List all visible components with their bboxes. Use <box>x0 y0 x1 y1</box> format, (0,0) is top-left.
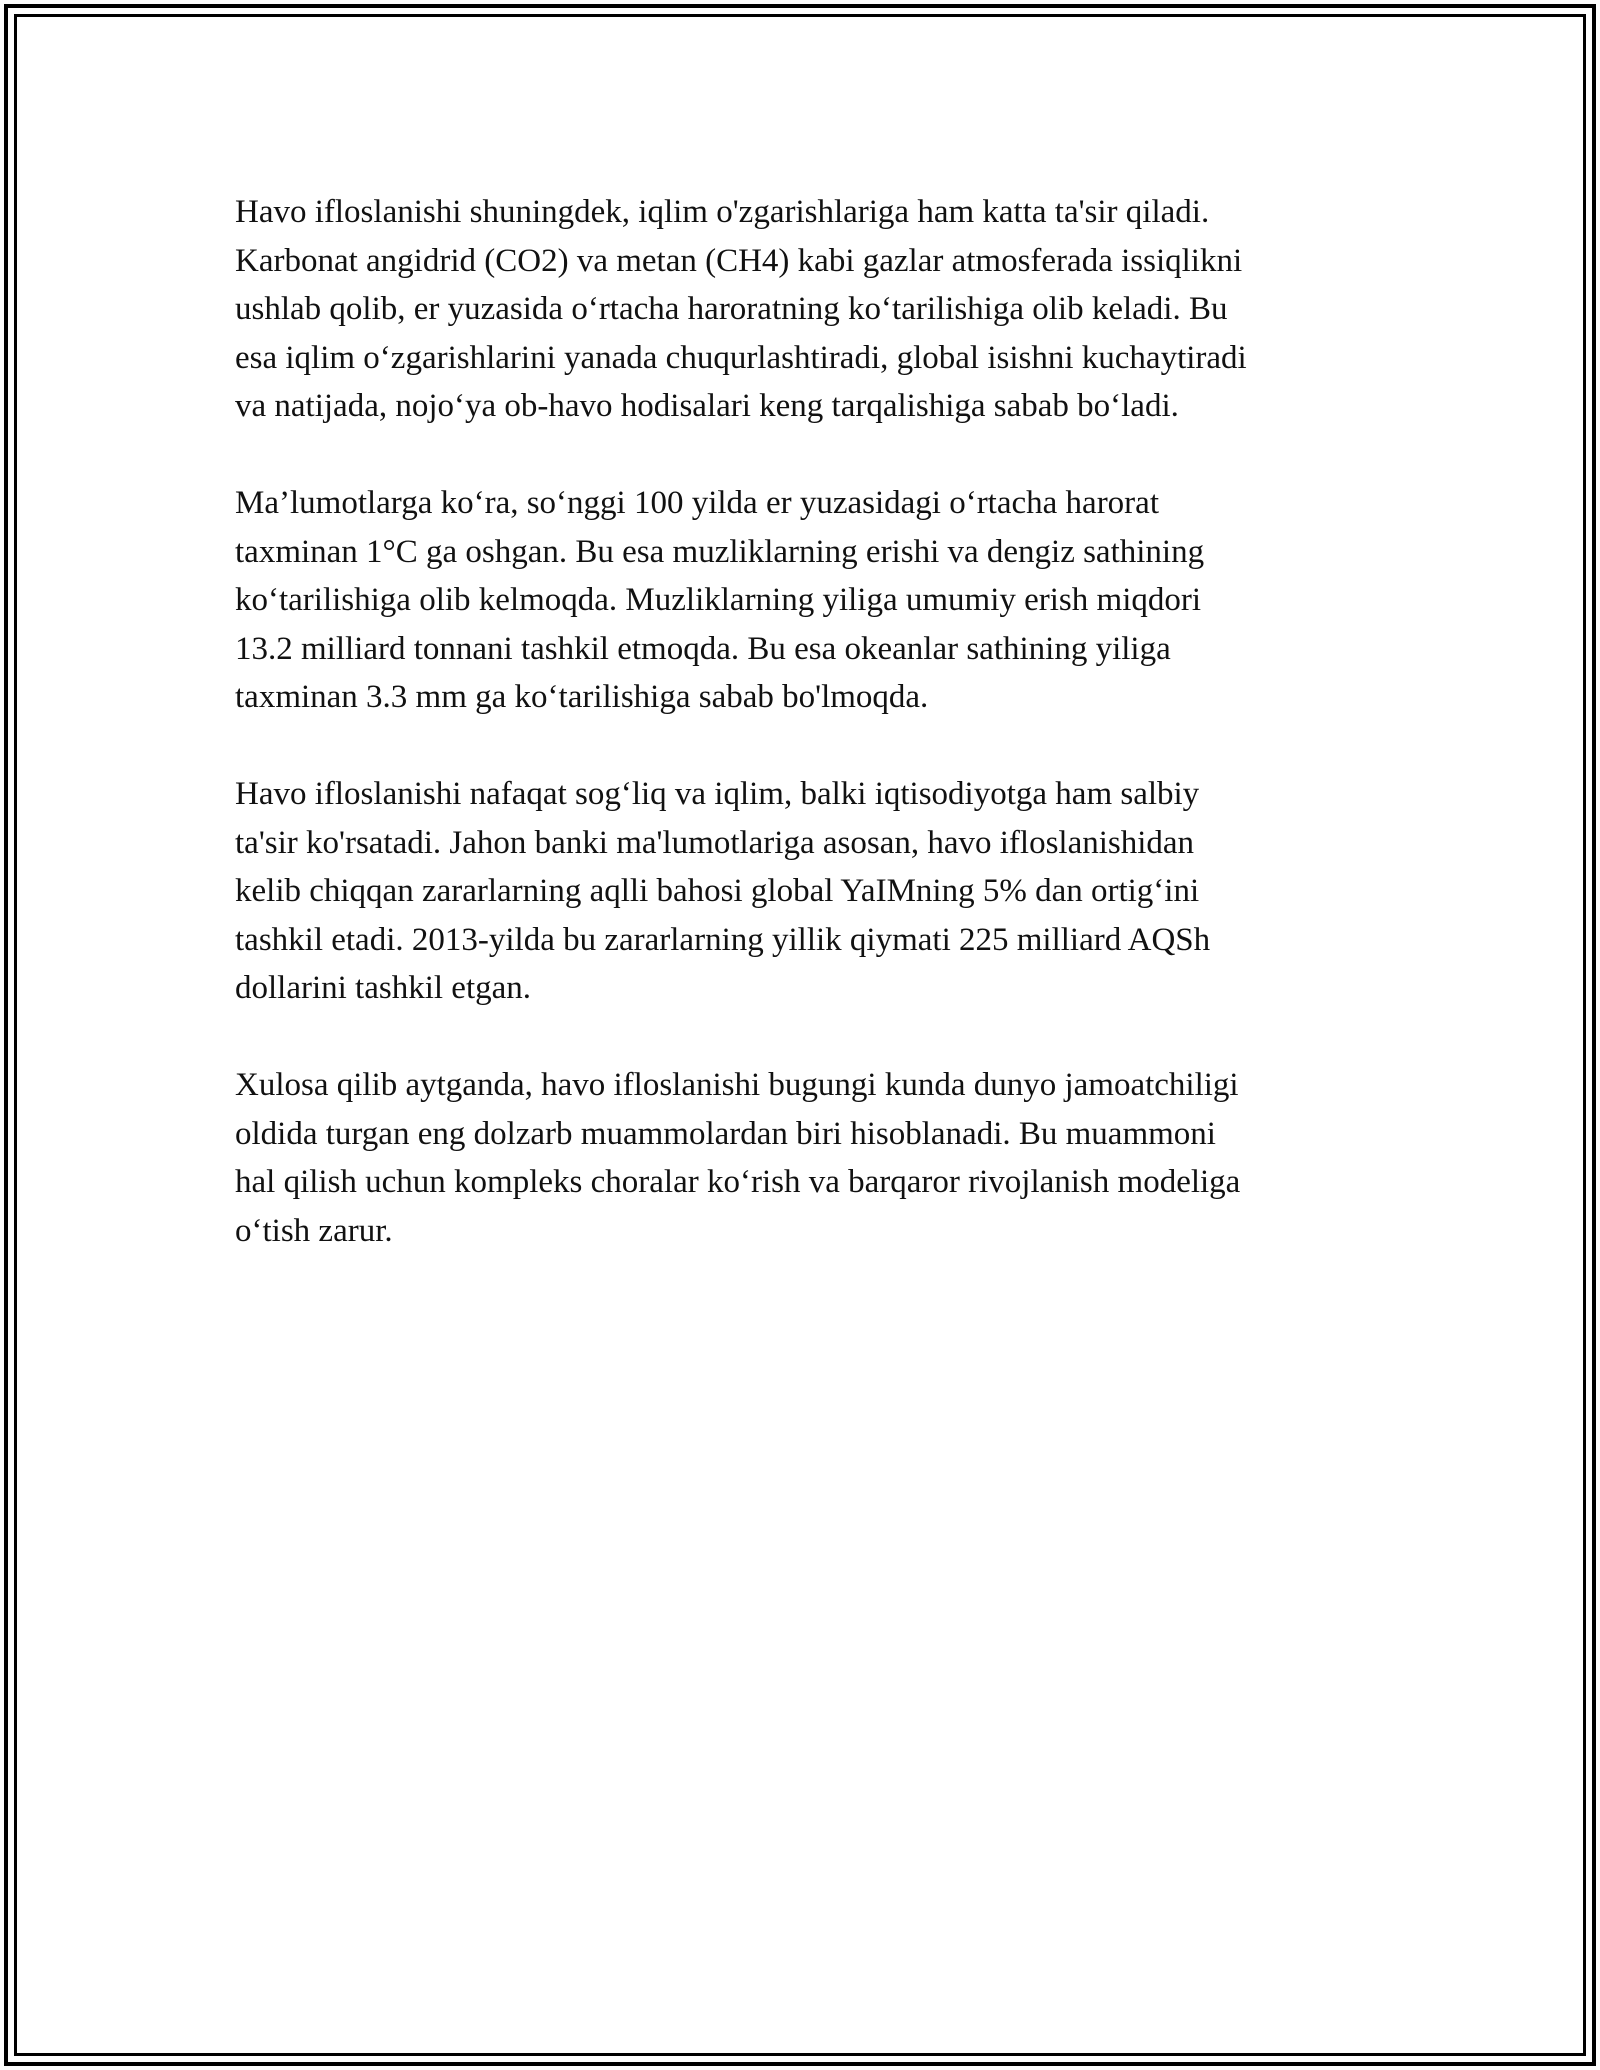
text-line: 13.2 milliard tonnani tashkil etmoqda. Bu esa okeanlar sathining yiliga <box>235 630 1171 667</box>
text-line: taxminan 3.3 mm ga ko‘tarilishiga sabab bo'lmoqda. <box>235 679 929 715</box>
text-line: Havo ifloslanishi shuningdek, iqlim o'zgarishlariga ham katta ta'sir qiladi. <box>235 194 1210 230</box>
text-line: dollarini tashkil etgan. <box>235 970 532 1006</box>
paragraph-conclusion <box>235 1061 1365 1255</box>
paragraph-economic-impact <box>235 770 1365 1013</box>
paragraph-climate-impact <box>235 188 1365 431</box>
text-line: Karbonat angidrid (CO2) va metan (CH4) kabi gazlar atmosferada issiqlikni <box>235 242 1243 279</box>
document-body <box>235 188 1365 1304</box>
text-line: hal qilish uchun kompleks choralar ko‘rish va barqaror rivojlanish modeliga <box>235 1164 1241 1200</box>
text-line: ta'sir ko'rsatadi. Jahon banki ma'lumotlariga asosan, havo ifloslanishidan <box>235 824 1195 861</box>
text-line: Havo ifloslanishi nafaqat sog‘liq va iqlim, balki iqtisodiyotga ham salbiy <box>235 776 1200 812</box>
text-line: taxminan 1°C ga oshgan. Bu esa muzliklarning erishi va dengiz sathining <box>235 533 1205 570</box>
text-line: ko‘tarilishiga olib kelmoqda. Muzliklarning yiliga umumiy erish miqdori <box>235 582 1202 618</box>
text-line: esa iqlim o‘zgarishlarini yanada chuqurlashtiradi, global isishni kuchaytiradi <box>235 339 1247 376</box>
text-line: Ma’lumotlarga ko‘ra, so‘nggi 100 yilda er yuzasidagi o‘rtacha harorat <box>235 485 1159 521</box>
text-line: kelib chiqqan zararlarning aqlli bahosi global YaIMning 5% dan ortig‘ini <box>235 873 1200 909</box>
text-line: Xulosa qilib aytganda, havo ifloslanishi bugungi kunda dunyo jamoatchiligi <box>235 1067 1239 1103</box>
text-line: o‘tish zarur. <box>235 1212 393 1249</box>
text-line: oldida turgan eng dolzarb muammolardan biri hisoblanadi. Bu muammoni <box>235 1115 1216 1152</box>
text-line: ushlab qolib, er yuzasida o‘rtacha haroratning ko‘tarilishiga olib keladi. Bu <box>235 291 1228 327</box>
text-line: va natijada, nojo‘ya ob-havo hodisalari keng tarqalishiga sabab bo‘ladi. <box>235 388 1179 424</box>
text-line: tashkil etadi. 2013-yilda bu zararlarning yillik qiymati 225 milliard AQSh <box>235 921 1211 958</box>
paragraph-temperature-data <box>235 479 1365 722</box>
